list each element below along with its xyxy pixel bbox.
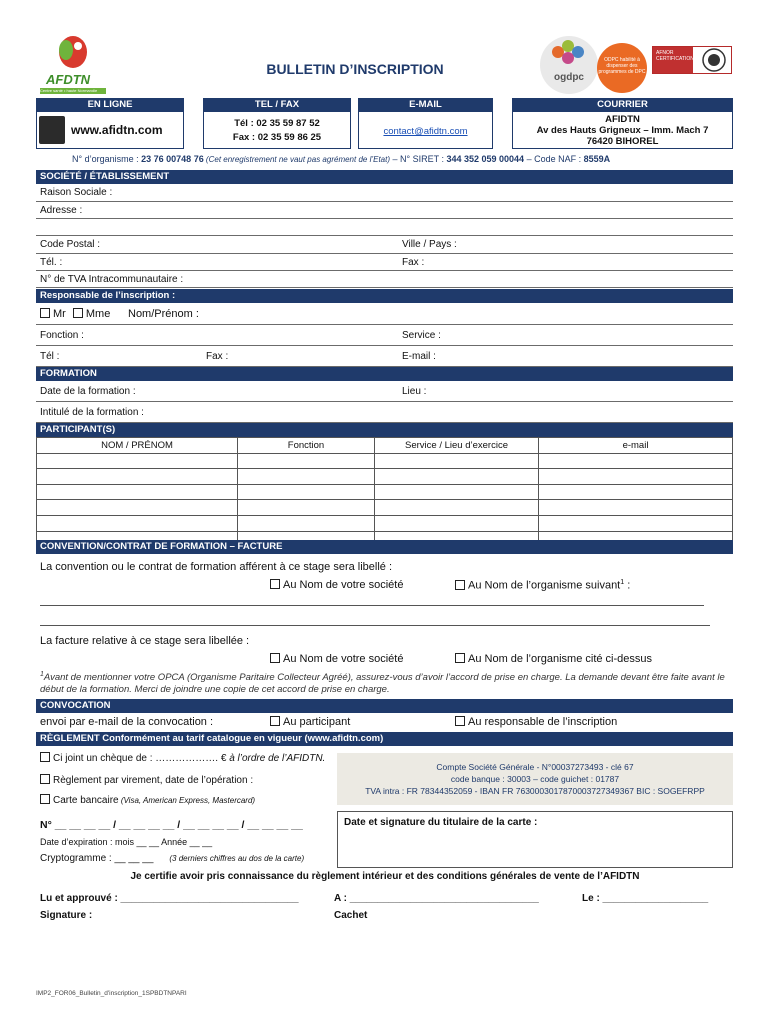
signature-label: Signature : [40,910,93,921]
card-number-field[interactable]: N° __ __ __ __ / __ __ __ __ / __ __ __ __ / __ __ __ __ [40,819,303,831]
document-reference: IMP2_FOR06_Bulletin_d'inscription_1SPBDTNPARI [36,990,187,997]
certify-statement: Je certifie avoir pris connaissance du règlement intérieur et des conditions générales de vente de l’AFIDTN [130,871,640,882]
cachet-label: Cachet [334,910,368,921]
email-cell [358,111,493,149]
cheque-option[interactable]: Ci joint un chèque de : ………………. € à l’ordre de l’AFIDTN. [40,752,325,764]
mme-checkbox[interactable] [73,308,83,318]
contact-header-email: E-MAIL [358,98,493,111]
civilite-row: Mr Mme Nom/Prénom : [36,303,733,325]
section-reglement: RÈGLEMENT Conformément au tarif catalogue en vigueur (www.afidtn.com) [36,732,733,746]
table-row[interactable] [37,453,733,469]
intitule-field[interactable]: Intitulé de la formation : [36,402,733,423]
tel-number: Tél : 02 35 59 87 52 [234,118,320,129]
facture-organisme-checkbox[interactable] [455,653,465,663]
convocation-responsable-checkbox[interactable] [455,716,465,726]
convention-opt-organisme[interactable]: Au Nom de l’organisme suivant$^1$ : [455,579,630,592]
card-signature-box[interactable]: Date et signature du titulaire de la carte : [337,811,733,868]
expiration-field[interactable]: Date d’expiration : mois __ __ Année __ __ [40,837,213,847]
col-nom: NOM / PRÉNOM [37,438,238,454]
fonction-field[interactable]: Fonction : [40,330,84,341]
organisme-line-1[interactable] [40,605,704,606]
col-email: e-mail [539,438,733,454]
section-convocation: CONVOCATION [36,699,733,713]
lu-approuve-field[interactable]: Lu et approuvé : ________________________________ [40,893,299,904]
le-field[interactable]: Le : ___________________ [582,893,709,904]
table-row[interactable] [37,484,733,500]
certification-badge: AFNOR CERTIFICATION [652,46,732,74]
organisme-line: N° d’organisme : 23 76 00748 76 (Cet enregistrement ne vaut pas agrément de l’Etat) – N° SIRET : 344 352 059 00044 – Code NAF : 8559A [72,154,611,164]
carte-checkbox[interactable] [40,794,50,804]
col-fonction: Fonction [238,438,375,454]
contact-header-courrier: COURRIER [512,98,733,111]
code-postal-field[interactable]: Code Postal : [40,239,101,250]
courrier-cell: AFIDTN Av des Hauts Grigneux – Imm. Mach 7 76420 BIHOREL [512,111,733,149]
page-title: BULLETIN D’INSCRIPTION [266,61,444,77]
ogdpc-logo: ogdpc [540,36,598,94]
section-responsable: Responsable de l’inscription : [36,289,733,303]
convention-societe-checkbox[interactable] [270,579,280,589]
adresse-field-2[interactable] [36,219,733,236]
responsable-fax-field[interactable]: Fax : [206,351,229,362]
opca-footnote: $^1$Avant de mentionner votre OPCA (Organisme Paritaire Collecteur Agréé), assurez-vous d’avoir l’accord de prise en charge. La demande devant être faite avant le début de la formation. Merci de joindre une copie de cet accord de prise en charge. [40,671,725,696]
a-field[interactable]: A : __________________________________ [334,893,539,904]
table-row[interactable] [37,500,733,516]
date-formation-field[interactable]: Date de la formation : [40,386,136,397]
facture-line: La facture relative à ce stage sera libellée : [40,635,250,647]
organisme-line-2[interactable] [40,625,710,626]
cp-ville-row [36,236,733,254]
responsable-contact-row [36,346,733,367]
convocation-opt-participant[interactable]: Au participant [270,716,350,728]
email-link[interactable]: contact@afidtn.com [383,126,468,137]
societe-tel-field[interactable]: Tél. : [40,257,63,268]
dpc-badge: ODPC habilité à dispenser des programmes de DPC [597,43,647,93]
section-societe: SOCIÉTÉ / ÉTABLISSEMENT [36,170,733,184]
adresse-field[interactable]: Adresse : [36,202,733,219]
convention-line: La convention ou le contrat de formation afférent à ce stage sera libellé : [40,561,393,573]
nom-prenom-field[interactable]: Nom/Prénom : [128,308,199,320]
table-row[interactable] [37,515,733,531]
tva-field[interactable]: N° de TVA Intracommunautaire : [36,271,733,288]
keyboard-icon [39,116,65,144]
facture-opt-organisme[interactable]: Au Nom de l’organisme cité ci-dessus [455,653,652,665]
service-field[interactable]: Service : [402,330,441,341]
website-link[interactable]: www.afidtn.com [71,123,163,137]
facture-opt-societe[interactable]: Au Nom de votre société [270,653,403,665]
lieu-field[interactable]: Lieu : [402,386,427,397]
section-participants: PARTICIPANT(S) [36,423,733,437]
contact-header-online: EN LIGNE [36,98,184,111]
section-formation: FORMATION [36,367,733,381]
ville-field[interactable]: Ville / Pays : [402,239,457,250]
fonction-service-row [36,325,733,346]
bank-details-box: Compte Société Générale - N°00037273493 - clé 67 code banque : 30003 – code guichet : 01787 TVA intra : FR 78344352059 - IBAN FR 7630003017870003727349367 BIC : SOGEFRPP [337,753,733,805]
responsable-tel-field[interactable]: Tél : [40,351,60,362]
virement-checkbox[interactable] [40,774,50,784]
responsable-email-field[interactable]: E-mail : [402,351,436,362]
participants-table [36,437,733,547]
tel-fax-row [36,254,733,271]
mr-checkbox[interactable] [40,308,50,318]
tel-fax-cell [203,111,351,149]
convocation-text: envoi par e-mail de la convocation : [40,716,214,728]
cheque-checkbox[interactable] [40,752,50,762]
raison-sociale-field[interactable]: Raison Sociale : [36,184,733,202]
section-convention: CONVENTION/CONTRAT DE FORMATION – FACTURE [36,540,733,554]
participants-header-row [37,438,733,454]
facture-societe-checkbox[interactable] [270,653,280,663]
col-service: Service / Lieu d’exercice [375,438,539,454]
cryptogramme-field[interactable]: Cryptogramme : __ __ __ (3 derniers chiffres au dos de la carte) [40,853,305,864]
table-row[interactable] [37,469,733,485]
carte-option[interactable]: Carte bancaire (Visa, American Express, Mastercard) [40,794,255,806]
virement-option[interactable]: Règlement par virement, date de l’opération : [40,774,253,786]
convocation-opt-responsable[interactable]: Au responsable de l’inscription [455,716,617,728]
contact-header-tel: TEL / FAX [203,98,351,111]
convention-organisme-checkbox[interactable] [455,580,465,590]
societe-fax-field[interactable]: Fax : [402,257,425,268]
website-cell [36,111,184,149]
fax-number: Fax : 02 35 59 86 25 [232,132,322,143]
afdtn-logo: AFDTN Centre santé • haute Normandie [40,34,106,94]
date-lieu-row [36,381,733,402]
convocation-participant-checkbox[interactable] [270,716,280,726]
convention-opt-societe[interactable]: Au Nom de votre société [270,579,403,591]
